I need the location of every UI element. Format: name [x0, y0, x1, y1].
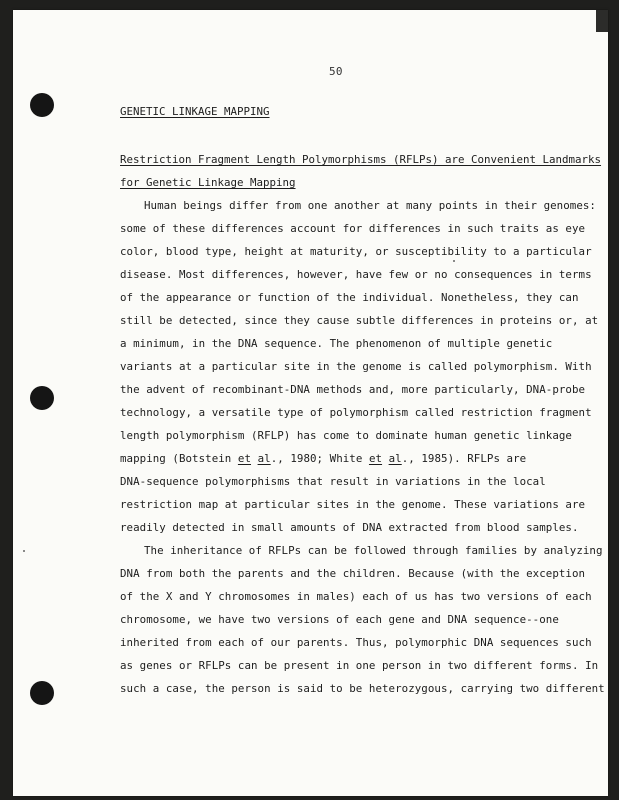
paragraph-1-line-5: of the appearance or function of the individual. Nonetheless, they can [120, 291, 579, 304]
paragraph-1-line-8: variants at a particular site in the genome is called polymorphism. With [120, 360, 592, 373]
paragraph-2-line-1: The inheritance of RFLPs can be followed through families by analyzing [144, 544, 603, 557]
section-heading: GENETIC LINKAGE MAPPING [120, 105, 270, 118]
subheading-line-1: Restriction Fragment Length Polymorphisms (RFLPs) are Convenient Landmarks [120, 153, 602, 166]
paragraph-2-line-7: such a case, the person is said to be heterozygous, carrying two different [120, 682, 605, 695]
citation-al: al [388, 452, 402, 465]
paragraph-1-line-9: the advent of recombinant-DNA methods and, more particularly, DNA-probe [120, 383, 586, 396]
paragraph-1-line-14: restriction map at particular sites in the genome. These variations are [120, 498, 586, 511]
citation-text: ., 1980; White [270, 452, 369, 465]
paragraph-1-line-7: a minimum, in the DNA sequence. The phenomenon of multiple genetic [120, 337, 553, 350]
document-page [13, 10, 608, 796]
paragraph-2-line-3: of the X and Y chromosomes in males) each of us has two versions of each [120, 590, 592, 603]
binder-hole-top [30, 93, 54, 117]
paper-speck [453, 260, 455, 262]
subheading-line-2: for Genetic Linkage Mapping [120, 176, 296, 189]
binder-hole-bottom [30, 681, 54, 705]
citation-et: et [368, 452, 383, 465]
citation-et: et [237, 452, 252, 465]
paragraph-2-line-4: chromosome, we have two versions of each gene and DNA sequence--one [120, 613, 559, 626]
paragraph-2-line-5: inherited from each of our parents. Thus, polymorphic DNA sequences such [120, 636, 592, 649]
paragraph-1-line-13: DNA-sequence polymorphisms that result in variations in the local [120, 475, 546, 488]
page-number: 50 [329, 65, 343, 78]
paragraph-1-line-15: readily detected in small amounts of DNA extracted from blood samples. [120, 521, 579, 534]
paragraph-1-line-1: Human beings differ from one another at many points in their genomes: [144, 199, 596, 212]
paragraph-1-line-12 [120, 452, 526, 465]
paragraph-2-line-6: as genes or RFLPs can be present in one person in two different forms. In [120, 659, 599, 672]
paragraph-1-line-10: technology, a versatile type of polymorphism called restriction fragment [120, 406, 592, 419]
paragraph-1-line-2: some of these differences account for differences in such traits as eye [120, 222, 586, 235]
paper-speck [23, 550, 25, 552]
binder-hole-middle [30, 386, 54, 410]
paragraph-1-line-6: still be detected, since they cause subtle differences in proteins or, at [120, 314, 599, 327]
citation-text: ., 1985). RFLPs are [401, 452, 527, 465]
paragraph-2-line-2: DNA from both the parents and the children. Because (with the exception [120, 567, 586, 580]
page-corner-shadow [596, 10, 608, 32]
paragraph-1-line-3: color, blood type, height at maturity, or susceptibility to a particular [120, 245, 592, 258]
paragraph-1-line-4: disease. Most differences, however, have few or no consequences in terms [120, 268, 592, 281]
citation-text: mapping (Botstein [120, 452, 238, 465]
paragraph-1-line-11: length polymorphism (RFLP) has come to dominate human genetic linkage [120, 429, 572, 442]
citation-al: al [257, 452, 271, 465]
